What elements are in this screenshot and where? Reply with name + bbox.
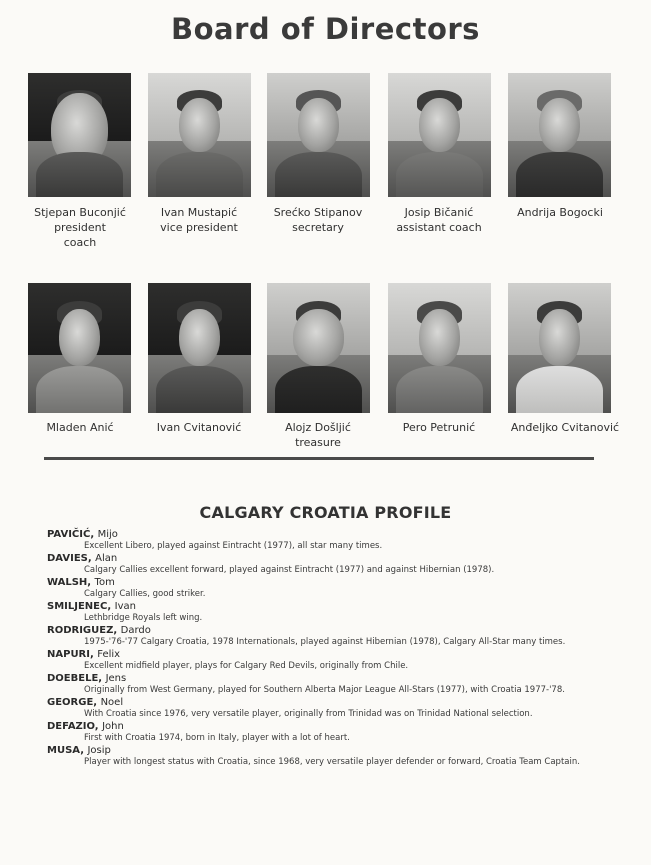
- player-entry: [47, 625, 607, 648]
- player-entry: [47, 673, 607, 696]
- portrait-photo: [388, 73, 491, 197]
- player-surname: DOEBELE,: [47, 673, 103, 684]
- member-name: Pero Petrunić: [402, 421, 476, 434]
- player-description: Calgary Callies, good striker.: [84, 589, 206, 599]
- player-given-name: Alan: [95, 553, 118, 564]
- player-name: [47, 601, 607, 613]
- member-role: vice president: [160, 221, 238, 234]
- member-role: president: [54, 221, 106, 234]
- player-description: Calgary Callies excellent forward, played against Eintracht (1977) and against Hibernian (1978).: [84, 565, 495, 575]
- portrait-photo: [508, 283, 611, 413]
- portrait-photo: [28, 73, 131, 197]
- player-name: [47, 721, 607, 733]
- player-name: [47, 673, 607, 685]
- member-name: Mladen Anić: [46, 421, 114, 434]
- member-name: Srećko Stipanov: [273, 206, 363, 219]
- player-surname: RODRIGUEZ,: [47, 625, 118, 636]
- portrait-photo: [28, 283, 131, 413]
- player-entry: [47, 577, 607, 600]
- player-name: [47, 553, 607, 565]
- member-name: Ivan Mustapić: [160, 206, 238, 219]
- member-role: treasure: [295, 436, 341, 449]
- player-description: Excellent midfield player, plays for Calgary Red Devils, originally from Chile.: [84, 661, 409, 671]
- member-name: Alojz Došljić: [285, 421, 351, 434]
- player-name: [47, 529, 607, 541]
- profile-title: CALGARY CROATIA PROFILE: [199, 503, 452, 522]
- board-member-caption: [256, 205, 380, 235]
- player-surname: WALSH,: [47, 577, 92, 588]
- portrait-photo: [388, 283, 491, 413]
- member-role: assistant coach: [396, 221, 482, 234]
- player-entry: [47, 745, 607, 768]
- member-role: coach: [63, 236, 97, 249]
- player-description: Excellent Libero, played against Eintracht (1977), all star many times.: [84, 541, 383, 551]
- player-name: [47, 625, 607, 637]
- player-surname: MUSA,: [47, 745, 84, 756]
- player-description: Lethbridge Royals left wing.: [84, 613, 203, 623]
- player-name: [47, 649, 607, 661]
- member-role: secretary: [292, 221, 344, 234]
- member-name: Ivan Cvitanović: [156, 421, 242, 434]
- player-given-name: Ivan: [114, 601, 136, 612]
- portrait-photo: [267, 73, 370, 197]
- portrait-photo: [148, 283, 251, 413]
- player-entry: [47, 529, 607, 552]
- board-member-caption: [18, 420, 142, 435]
- player-given-name: Jens: [105, 673, 127, 684]
- player-name: [47, 577, 607, 589]
- player-surname: DEFAZIO,: [47, 721, 99, 732]
- player-description: 1975-'76-'77 Calgary Croatia, 1978 Internationals, played against Hibernian (1978), Calgary All-Star many times.: [84, 637, 566, 647]
- player-entry: [47, 721, 607, 744]
- player-surname: GEORGE,: [47, 697, 98, 708]
- player-given-name: Felix: [97, 649, 121, 660]
- board-member-caption: [18, 205, 142, 250]
- board-member-caption: [137, 205, 261, 235]
- player-description: With Croatia since 1976, very versatile player, originally from Trinidad was on Trinidad National selection.: [84, 709, 533, 719]
- page-title: Board of Directors: [171, 12, 480, 46]
- player-given-name: Dardo: [120, 625, 151, 636]
- player-given-name: Noel: [100, 697, 124, 708]
- section-divider: [44, 457, 594, 460]
- board-member-caption: [377, 420, 501, 435]
- member-name: Andrija Bogocki: [517, 206, 603, 219]
- player-entry: [47, 553, 607, 576]
- player-description: Player with longest status with Croatia, since 1968, very versatile player defender or forward, Croatia Team Captain.: [84, 757, 580, 767]
- portrait-photo: [267, 283, 370, 413]
- board-member-caption: [500, 420, 630, 435]
- member-name: Josip Bičanić: [404, 206, 474, 219]
- player-description: Originally from West Germany, played for Southern Alberta Major League All-Stars (1977), with Croatia 1977-'78.: [84, 685, 565, 695]
- player-entry: [47, 601, 607, 624]
- player-given-name: Tom: [94, 577, 115, 588]
- player-name: [47, 745, 607, 757]
- player-surname: DAVIES,: [47, 553, 92, 564]
- board-member-caption: [498, 205, 622, 220]
- player-given-name: Mijo: [97, 529, 118, 540]
- portrait-photo: [148, 73, 251, 197]
- player-profile-list: [47, 529, 607, 769]
- member-name: Stjepan Buconjić: [34, 206, 126, 219]
- member-name: Anđeljko Cvitanović: [510, 421, 620, 434]
- player-surname: PAVIČIĆ,: [47, 529, 95, 540]
- player-surname: NAPURI,: [47, 649, 94, 660]
- board-member-caption: [377, 205, 501, 235]
- player-description: First with Croatia 1974, born in Italy, player with a lot of heart.: [84, 733, 350, 743]
- player-entry: [47, 697, 607, 720]
- board-member-caption: [137, 420, 261, 435]
- player-given-name: Josip: [87, 745, 111, 756]
- player-given-name: John: [102, 721, 124, 732]
- player-name: [47, 697, 607, 709]
- board-member-caption: [256, 420, 380, 450]
- portrait-photo: [508, 73, 611, 197]
- player-surname: SMILJENEC,: [47, 601, 112, 612]
- player-entry: [47, 649, 607, 672]
